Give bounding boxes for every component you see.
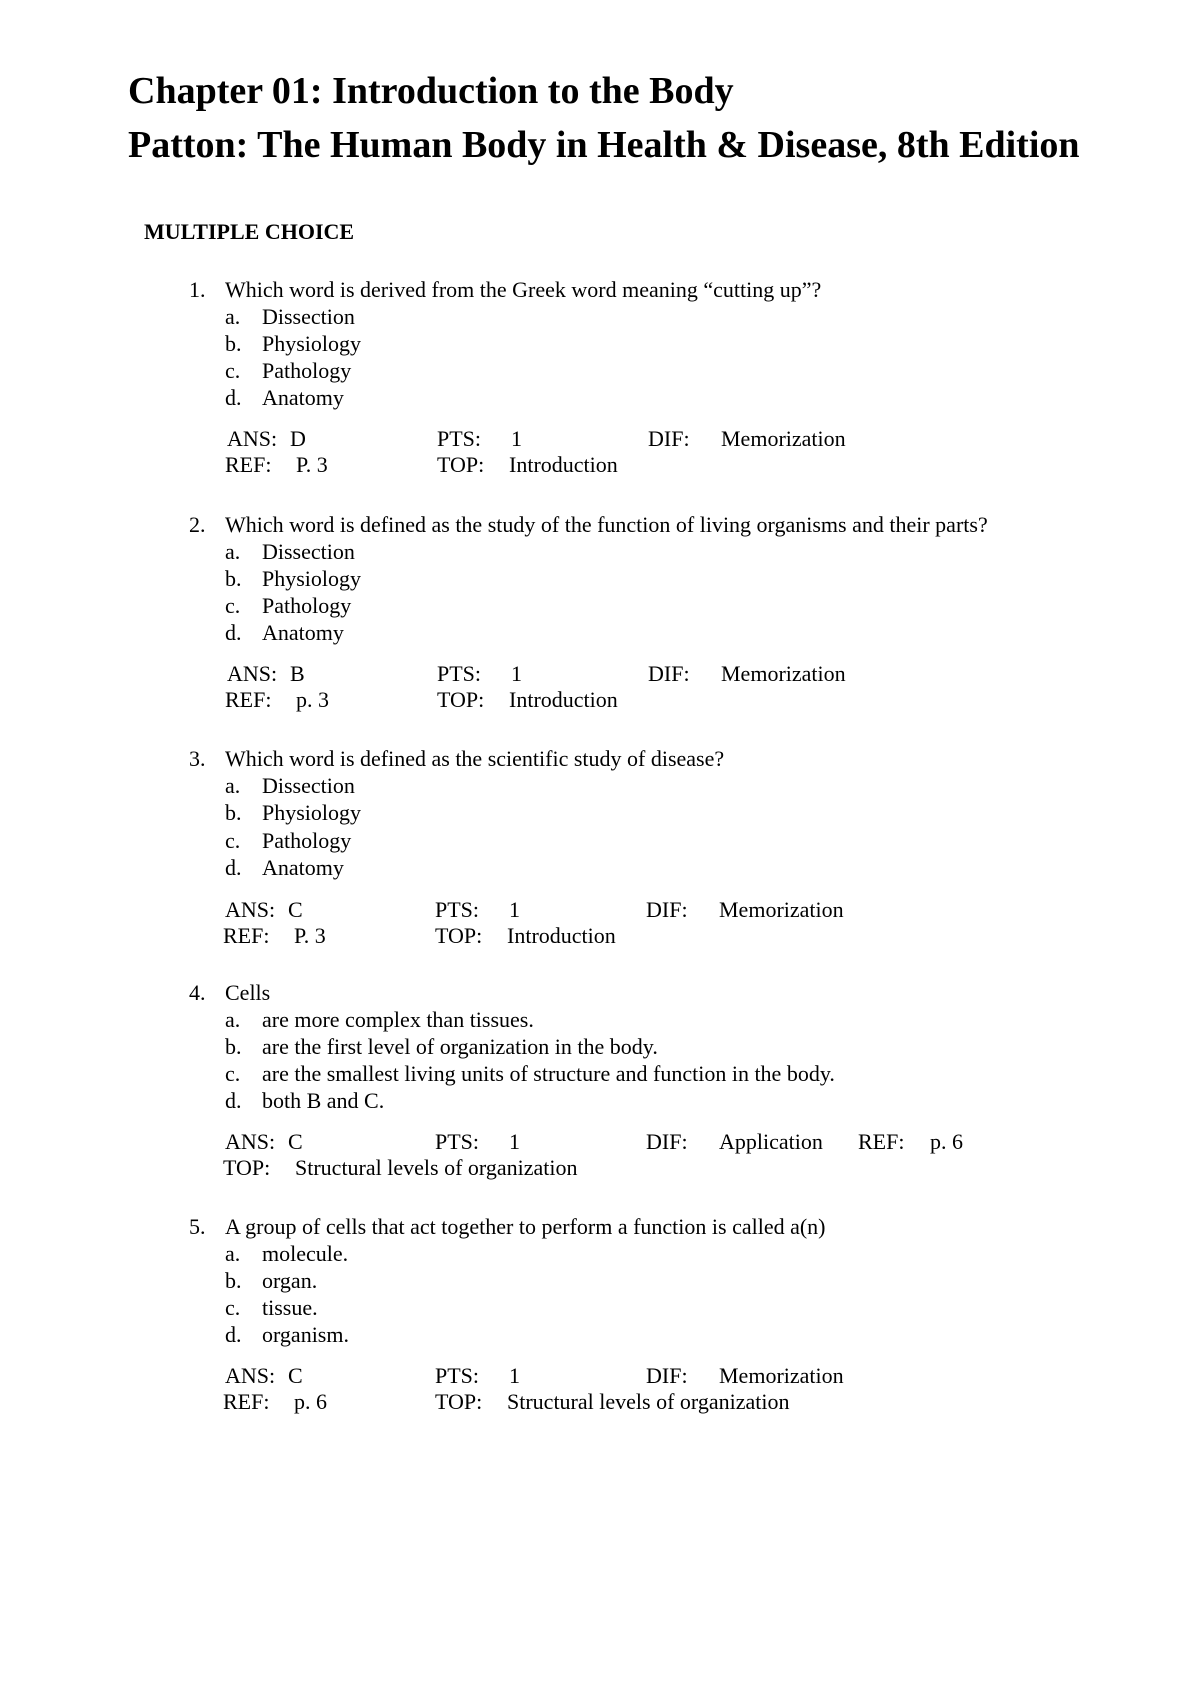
ans-label: ANS: [225, 897, 276, 922]
ref-value: p. 6 [930, 1129, 963, 1154]
question-number: 1. [189, 277, 206, 302]
dif-value: Memorization [721, 426, 846, 451]
dif-label: DIF: [646, 1129, 688, 1154]
ref-label: REF: [225, 452, 272, 477]
option-text: are the smallest living units of structure and function in the body. [262, 1061, 835, 1086]
dif-value: Memorization [719, 897, 844, 922]
pts-label: PTS: [435, 1129, 480, 1154]
option-letter: d. [225, 620, 242, 645]
pts-value: 1 [511, 426, 522, 451]
top-label: TOP: [223, 1155, 271, 1180]
option-text: are more complex than tissues. [262, 1007, 534, 1032]
dif-label: DIF: [646, 1363, 688, 1388]
option-text: Anatomy [262, 855, 344, 880]
option-text: Anatomy [262, 385, 344, 410]
question-text: Which word is defined as the scientific study of disease? [225, 746, 725, 771]
ans-value: B [290, 661, 305, 686]
dif-label: DIF: [646, 897, 688, 922]
pts-label: PTS: [435, 1363, 480, 1388]
top-label: TOP: [437, 687, 485, 712]
ans-value: D [290, 426, 306, 451]
option-letter: a. [225, 304, 241, 329]
question-number: 3. [189, 746, 206, 771]
ans-value: C [288, 1129, 303, 1154]
option-text: are the first level of organization in the body. [262, 1034, 658, 1059]
book-title: Patton: The Human Body in Health & Disease, 8th Edition [128, 124, 1080, 166]
ref-label: REF: [223, 1389, 270, 1414]
ans-value: C [288, 1363, 303, 1388]
option-letter: c. [225, 593, 241, 618]
dif-value: Application [719, 1129, 823, 1154]
ans-label: ANS: [225, 1129, 276, 1154]
ref-value: P. 3 [296, 452, 328, 477]
pts-value: 1 [509, 897, 520, 922]
option-text: organism. [262, 1322, 349, 1347]
option-letter: c. [225, 1061, 241, 1086]
option-letter: d. [225, 385, 242, 410]
ref-value: p. 3 [296, 687, 329, 712]
question-text: Which word is derived from the Greek word meaning “cutting up”? [225, 277, 822, 302]
pts-value: 1 [509, 1363, 520, 1388]
dif-value: Memorization [721, 661, 846, 686]
question-text: Which word is defined as the study of the function of living organisms and their parts? [225, 512, 988, 537]
option-letter: a. [225, 1241, 241, 1266]
top-value: Introduction [509, 687, 618, 712]
option-text: Anatomy [262, 620, 344, 645]
option-text: Pathology [262, 828, 352, 853]
top-value: Structural levels of organization [295, 1155, 578, 1180]
option-letter: c. [225, 1295, 241, 1320]
option-letter: d. [225, 1322, 242, 1347]
option-text: molecule. [262, 1241, 349, 1266]
option-letter: d. [225, 855, 242, 880]
chapter-title: Chapter 01: Introduction to the Body [128, 70, 734, 112]
question-text: Cells [225, 980, 271, 1005]
pts-value: 1 [509, 1129, 520, 1154]
option-letter: b. [225, 331, 242, 356]
question-text: A group of cells that act together to perform a function is called a(n) [225, 1214, 826, 1239]
top-value: Introduction [507, 923, 616, 948]
option-text: Dissection [262, 304, 355, 329]
option-text: Physiology [262, 800, 362, 825]
dif-label: DIF: [648, 426, 690, 451]
ans-label: ANS: [225, 1363, 276, 1388]
option-letter: c. [225, 828, 241, 853]
dif-label: DIF: [648, 661, 690, 686]
option-text: Dissection [262, 539, 355, 564]
top-value: Structural levels of organization [507, 1389, 790, 1414]
option-letter: b. [225, 800, 242, 825]
ans-label: ANS: [227, 426, 278, 451]
option-letter: b. [225, 566, 242, 591]
option-letter: a. [225, 1007, 241, 1032]
option-letter: c. [225, 358, 241, 383]
option-text: Physiology [262, 331, 362, 356]
question-number: 5. [189, 1214, 206, 1239]
ans-value: C [288, 897, 303, 922]
option-letter: d. [225, 1088, 242, 1113]
pts-label: PTS: [437, 661, 482, 686]
option-text: Pathology [262, 593, 352, 618]
option-letter: b. [225, 1268, 242, 1293]
option-text: both B and C. [262, 1088, 385, 1113]
option-text: Pathology [262, 358, 352, 383]
ref-value: p. 6 [294, 1389, 327, 1414]
question-number: 2. [189, 512, 206, 537]
ref-label: REF: [858, 1129, 905, 1154]
pts-value: 1 [511, 661, 522, 686]
top-value: Introduction [509, 452, 618, 477]
top-label: TOP: [437, 452, 485, 477]
ref-label: REF: [223, 923, 270, 948]
question-number: 4. [189, 980, 206, 1005]
dif-value: Memorization [719, 1363, 844, 1388]
ref-label: REF: [225, 687, 272, 712]
ans-label: ANS: [227, 661, 278, 686]
option-text: Physiology [262, 566, 362, 591]
pts-label: PTS: [435, 897, 480, 922]
option-text: organ. [262, 1268, 318, 1293]
ref-value: P. 3 [294, 923, 326, 948]
option-letter: a. [225, 773, 241, 798]
top-label: TOP: [435, 923, 483, 948]
section-heading: MULTIPLE CHOICE [144, 219, 355, 244]
top-label: TOP: [435, 1389, 483, 1414]
option-text: tissue. [262, 1295, 318, 1320]
option-text: Dissection [262, 773, 355, 798]
pts-label: PTS: [437, 426, 482, 451]
option-letter: b. [225, 1034, 242, 1059]
option-letter: a. [225, 539, 241, 564]
